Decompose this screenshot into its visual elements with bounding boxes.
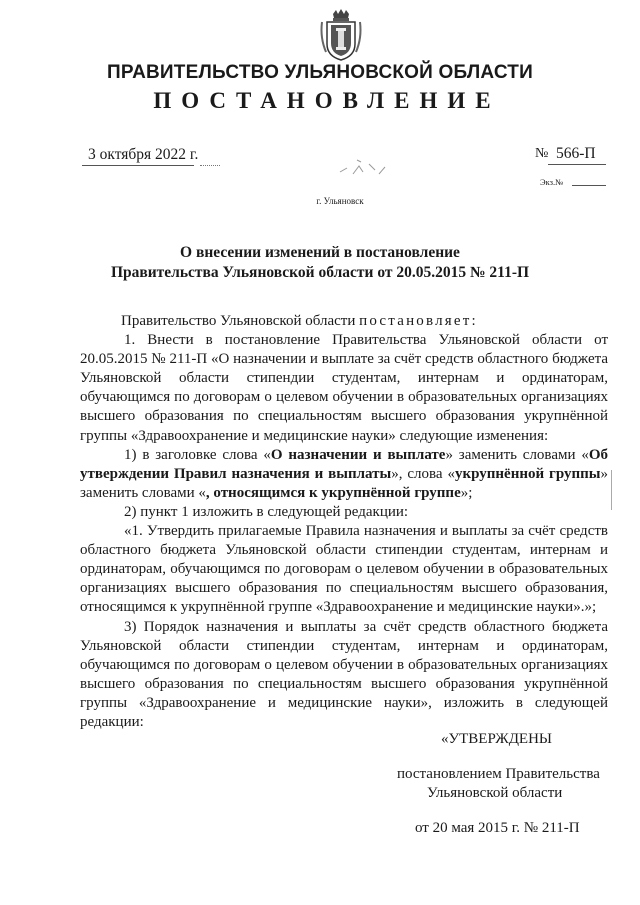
p2-text-g: » заменить словами «: [80, 465, 608, 501]
document-title: [0, 243, 640, 283]
paragraph-4: «1. Утвердить прилагаемые Правила назначения и выплаты за счёт средств областного бюджета Ульяновской области стипендии студентам, интернам и ординаторам, обучающимся по договорам о целевом обучении в образовательных организациях высшего образования по специальностям высшего образования, относящимся к укрупнённой группе «Здравоохранение и медицинские науки».»;: [80, 523, 608, 616]
document-type-heading: ПОСТАНОВЛЕНИЕ: [153, 88, 501, 113]
organization-name: ПРАВИТЕЛЬСТВО УЛЬЯНОВСКОЙ ОБЛАСТИ: [107, 62, 533, 83]
document-number: 566-П: [556, 145, 596, 162]
approval-by-resolution: постановлением Правительства: [397, 766, 600, 782]
coat-of-arms-emblem: [318, 8, 364, 62]
paragraph-2: [80, 446, 608, 503]
number-underline: [548, 164, 606, 165]
p2-text-i: »;: [460, 484, 473, 501]
title-line-2: Правительства Ульяновской области от 20.05.2015 № 211-П: [110, 264, 530, 281]
p2-bold-old-group: укрупнённой группы: [454, 465, 601, 482]
approval-region: Ульяновской области: [427, 785, 563, 801]
copy-number-label: Экз.№: [540, 177, 564, 187]
scan-edge-mark: [611, 470, 616, 510]
city-name: г. Ульяновск: [316, 196, 364, 206]
intro-resolves-word: постановляет: [359, 313, 472, 329]
document-body: [80, 312, 608, 732]
date-underline: [82, 165, 194, 166]
approval-heading: «УТВЕРЖДЕНЫ: [441, 731, 553, 747]
p2-bold-new-title: Об утверждении Правил назначения и выплаты: [80, 446, 608, 482]
paragraph-3: 2) пункт 1 изложить в следующей редакции:: [124, 503, 409, 520]
stamp-scribble: [335, 152, 395, 182]
intro-paragraph: [80, 312, 608, 331]
intro-text: Правительство Ульяновской области: [121, 313, 360, 329]
number-sign: №: [535, 146, 549, 161]
intro-colon: :: [471, 313, 476, 329]
document-date: 3 октября 2022 г.: [88, 146, 199, 163]
date-underline-dotted: [200, 165, 220, 166]
title-line-1: О внесении изменений в постановление: [180, 244, 460, 261]
p2-bold-new-group: , относящимся к укрупнённой группе: [205, 484, 461, 501]
p2-text-a: 1) в заголовке слова «: [124, 446, 271, 463]
copy-number-underline: [572, 185, 606, 186]
p2-bold-old-title: О назначении и выплате: [270, 446, 446, 463]
p2-text-c: » заменить словами «: [445, 446, 589, 463]
p2-text-e: », слова «: [391, 465, 455, 482]
paragraph-1: 1. Внести в постановление Правительства Ульяновской области от 20.05.2015 № 211-П «О назначении и выплате за счёт средств областного бюджета Ульяновской области стипендии студентам, интернам и ординаторам, обучающимся по договорам о целевом обучении в образовательных организациях высшего образования по специальностям высшего образования укрупнённой группы «Здравоохранение и медицинские науки» следующие изменения:: [80, 332, 608, 444]
approval-date-number: от 20 мая 2015 г. № 211-П: [415, 820, 580, 836]
paragraph-5: 3) Порядок назначения и выплаты за счёт средств областного бюджета Ульяновской области стипендии студентам, интернам и ординаторам, обучающимся по договорам о целевом обучении в образовательных организациях высшего образования по специальностям высшего образования укрупнённой группы «Здравоохранение и медицинские науки», изложить в следующей редакции:: [80, 618, 608, 730]
